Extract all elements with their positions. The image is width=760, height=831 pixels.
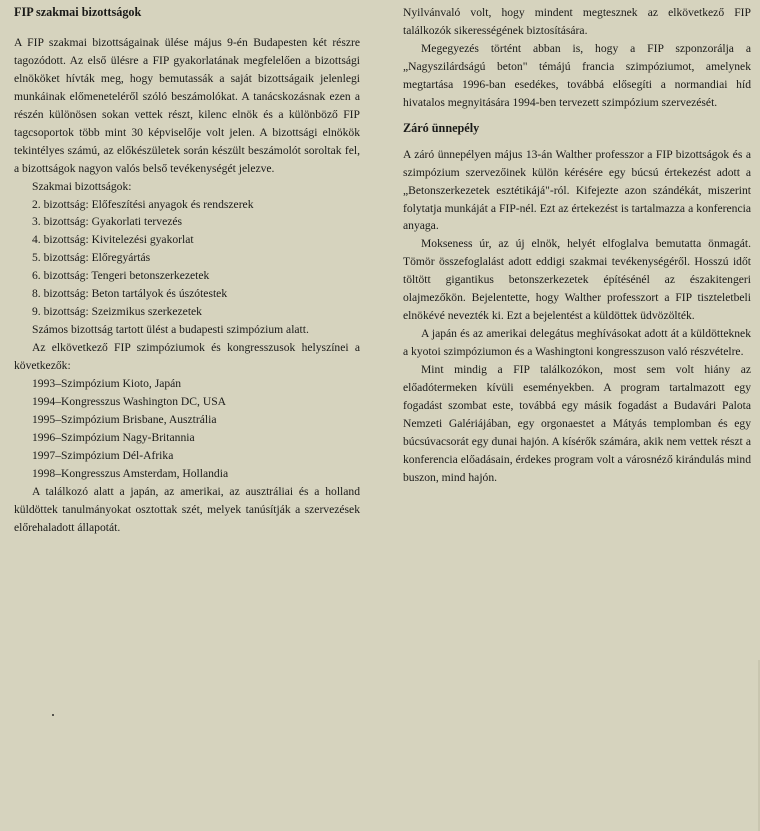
- list-item: 4. bizottság: Kivitelezési gyakorlat: [32, 233, 194, 247]
- delegates-paragraph: A találkozó alatt a japán, az amerikai, az ausztráliai és a holland küldöttek tanulmányokat osztottak szét, melyek tanúsítják a szervezések előrehaladott állapotát.: [14, 484, 360, 534]
- list-item: 1994–Kongresszus Washington DC, USA: [32, 395, 227, 409]
- list-item: 5. bizottság: Előregyártás: [32, 251, 151, 265]
- committees-list: [14, 196, 360, 322]
- list-item: 1995–Szimpózium Brisbane, Ausztrália: [32, 412, 217, 426]
- list-item: 9. bizottság: Szeizmikus szerkezetek: [32, 305, 202, 319]
- venues-intro-paragraph: Az elkövetkező FIP szimpóziumok és kongresszusok helyszínei a következők:: [14, 341, 360, 373]
- left-column: [14, 4, 360, 537]
- continuation-paragraph: Nyilvánvaló volt, hogy mindent megtesznek az elkövetkező FIP találkozók sikerességének biztosítására.: [403, 6, 751, 37]
- list-item: 2. bizottság: Előfeszítési anyagok és rendszerek: [32, 197, 254, 211]
- social-program-paragraph: Mint mindig a FIP találkozókon, most sem volt hiány az előadótermeken kívüli eseményekben. A program tartalmazott egy fogadást szombat este, továbbá egy másik fogadást a Budavári Palota Nemzeti Galériájában, egy orgonaestet a Mátyás templomban és egy búcsúvacsorát egy dunai hajón. A kísérők számára, akik nem vettek részt a konferencia előadásain, érdekes program volt a városnéző kirándulás mind buszon, mind hajón.: [403, 363, 751, 484]
- sessions-paragraph: Számos bizottság tartott ülést a budapesti szimpózium alatt.: [32, 323, 309, 337]
- section-heading-committees: FIP szakmai bizottságok: [14, 5, 142, 19]
- list-item: 1997–Szimpózium Dél-Afrika: [32, 448, 174, 462]
- events-list: [14, 375, 360, 483]
- new-president-paragraph: Mokseness úr, az új elnök, helyét elfoglalva bemutatta önmagát. Tömör összefoglalást adott eddigi szakmai tevékenységéről. Hosszú időt töltött gigantikus betonszerkezetek építésénél az északitengeri olajmezőkön. Bejelentette, hogy Walther professzort a FIP tiszteletbeli elnökévé nevezték ki. Ezt a bejelentést a küldöttek üdvözölték.: [403, 237, 751, 323]
- right-column: [403, 4, 751, 487]
- list-item: 1993–Szimpózium Kioto, Japán: [32, 377, 182, 391]
- list-item: 3. bizottság: Gyakorlati tervezés: [32, 215, 183, 229]
- closing-ceremony-paragraph: A záró ünnepélyen május 13-án Walther professzor a FIP bizottságok és a szimpózium szervezőinek külön kérésére egy búcsú értekezést adott a „Betonszerkezetek esztétikájá"-ról. Kifejezte azon szándékát, miszerint folytatja munkáját a FIP-nél. Ezt az értekezést is tartalmazza a konferencia anyaga.: [403, 147, 751, 233]
- list-item: 1996–Szimpózium Nagy-Britannia: [32, 430, 195, 444]
- speck-mark: [52, 714, 54, 716]
- list-item: 1998–Kongresszus Amsterdam, Hollandia: [32, 466, 229, 480]
- committees-list-title: Szakmai bizottságok:: [32, 179, 132, 193]
- invitations-paragraph: A japán és az amerikai delegátus meghívásokat adott át a küldötteknek a kyotoi szimpóziumon és a Washingtoni kongresszuson való részvételre.: [403, 327, 751, 359]
- list-item: 6. bizottság: Tengeri betonszerkezetek: [32, 269, 210, 283]
- committees-paragraph: A FIP szakmai bizottságainak ülése május 9-én Budapesten két részre tagozódott. Az első ülésre a FIP gyakorlatának megfelelően a bizottsági elnököket hívták meg, hogy bemutassák a saját bizottságaik jelenlegi munkáinak előmeneteléről szóló beszámolókat. A tanácskozásnak ezen a részén különösen sokan vettek részt, kilenc elnök és a különböző FIP tagcsoportok több mint 30 képviselője volt jelen. A bizottsági elnökök tekintélyes számú, az előkészületek során készült beszámolót soroltak fel, a bizottságok nagyon valós belső tevékenységét jelezve.: [14, 35, 360, 175]
- list-item: 8. bizottság: Beton tartályok és úszótestek: [32, 287, 228, 301]
- sponsorship-paragraph: Megegyezés történt abban is, hogy a FIP szponzorálja a „Nagyszilárdságú beton" témájú francia szimpóziumot, amelynek megtartása 1996-ban esedékes, továbbá elősegíti a normandiai híd hivatalos megnyitására 1994-ben tervezett szimpózium szervezését.: [403, 41, 751, 109]
- section-heading-closing: Záró ünnepély: [403, 120, 480, 135]
